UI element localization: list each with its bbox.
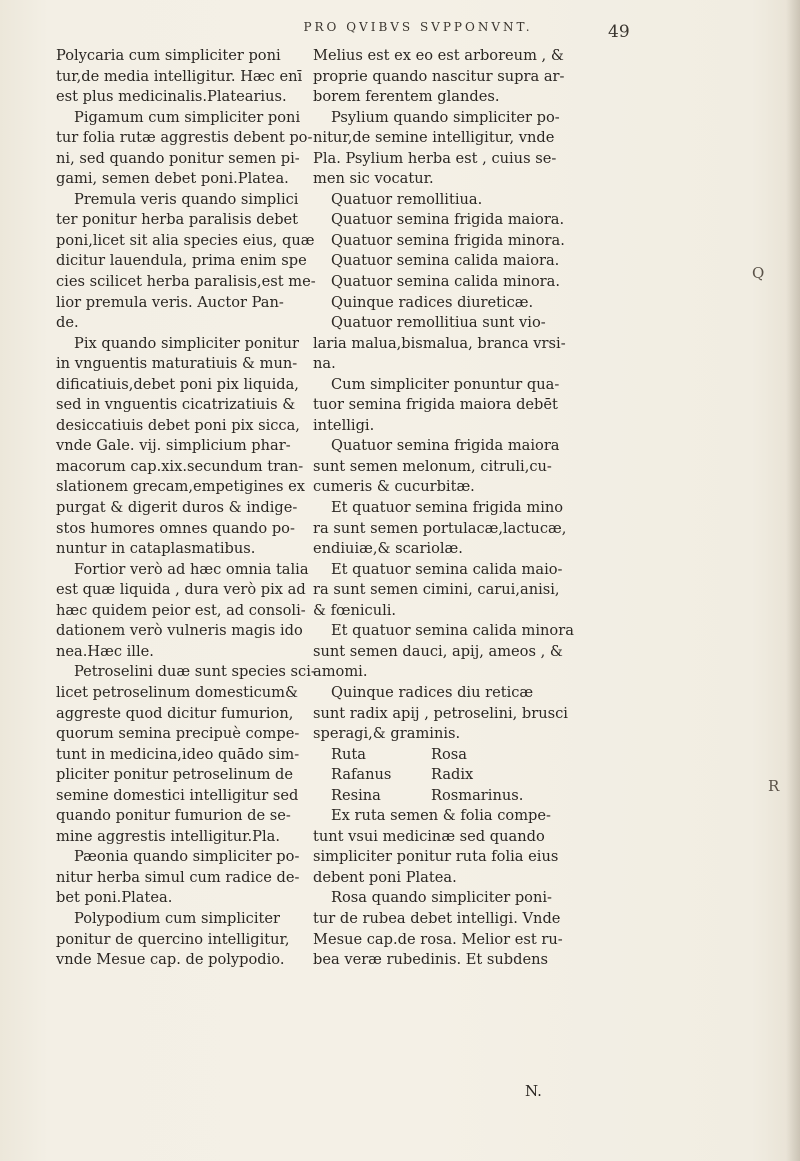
right-text-column <box>313 46 713 971</box>
text-line: amomi. <box>313 663 368 681</box>
text-line: ponitur de quercino intelligitur, <box>56 930 290 948</box>
herb-name: Rosa <box>431 745 467 763</box>
text-line: men sic vocatur. <box>313 170 434 188</box>
text-line: nuntur in cataplasmatibus. <box>56 540 256 558</box>
text-line: bea veræ rubedinis. Et subdens <box>313 951 548 969</box>
text-line: Quatuor semina frigida minora. <box>331 231 565 249</box>
text-line: & fœniculi. <box>313 601 397 619</box>
text-line: hæc quidem peior est, ad consoli- <box>56 601 306 619</box>
text-line: desiccatiuis debet poni pix sicca, <box>56 416 300 434</box>
text-line: Mesue cap.de rosa. Melior est ru- <box>313 930 563 948</box>
herb-list-row <box>313 765 713 786</box>
margin-letter-r: R <box>768 777 780 795</box>
text-line: tur,de media intelligitur. Hæc enī <box>56 67 303 85</box>
text-line: Rosa quando simpliciter poni- <box>331 889 552 907</box>
text-line: sunt semen dauci, apij, ameos , & <box>313 642 563 660</box>
text-line: dificatiuis,debet poni pix liquida, <box>56 375 299 393</box>
text-line: Pigamum cum simpliciter poni <box>74 108 301 126</box>
text-line: de. <box>56 314 79 332</box>
text-line: Quatuor remollitiua sunt vio- <box>331 314 546 332</box>
left-text-column <box>56 46 316 971</box>
text-line: sunt semen melonum, citruli,cu- <box>313 457 552 475</box>
text-line: slationem grecam,empetigines ex <box>56 478 306 496</box>
text-line: tur folia rutæ aggrestis debent po- <box>56 129 313 147</box>
text-line: tur de rubea debet intelligi. Vnde <box>313 909 561 927</box>
text-line: intelligi. <box>313 416 375 434</box>
text-line: tunt in medicina,ideo quādo sim- <box>56 745 300 763</box>
text-line: tuor semina frigida maiora debēt <box>313 396 558 414</box>
text-line: Quatuor semina frigida maiora. <box>331 211 565 229</box>
text-line: debent poni Platea. <box>313 868 457 886</box>
text-line: aggreste quod dicitur fumurion, <box>56 704 294 722</box>
text-line: Pla. Psylium herba est , cuius se- <box>313 149 557 167</box>
text-line: borem ferentem glandes. <box>313 88 500 106</box>
text-line: Quatuor semina frigida maiora <box>331 437 560 455</box>
text-line: laria malua,bismalua, branca vrsi- <box>313 334 566 352</box>
running-head: PRO QVIBVS SVPPONVNT. <box>303 20 533 34</box>
text-line: lior premula veris. Auctor Pan- <box>56 293 284 311</box>
text-line: vnde Gale. vij. simplicium phar- <box>56 437 291 455</box>
text-line: Pix quando simpliciter ponitur <box>74 334 300 352</box>
text-line: Quinque radices diu reticæ <box>331 683 534 701</box>
text-line: macorum cap.xix.secundum tran- <box>56 457 304 475</box>
page-number: 49 <box>608 22 630 42</box>
text-line: cies scilicet herba paralisis,est me- <box>56 273 316 291</box>
text-line: Quinque radices diureticæ. <box>331 293 534 311</box>
page-edge-shadow <box>786 0 800 1161</box>
text-line: quando ponitur fumurion de se- <box>56 807 291 825</box>
text-line: est plus medicinalis.Platearius. <box>56 88 287 106</box>
text-line: Et quatuor semina frigida mino <box>331 499 564 517</box>
text-line: speragi,& graminis. <box>313 725 461 743</box>
text-line: Cum simpliciter ponuntur qua- <box>331 375 560 393</box>
herb-name: Rafanus <box>331 766 392 784</box>
text-line: Quatuor semina calida maiora. <box>331 252 560 270</box>
text-line: tunt vsui medicinæ sed quando <box>313 827 545 845</box>
text-line: Fortior verò ad hæc omnia talia <box>74 560 309 578</box>
text-line: stos humores omnes quando po- <box>56 519 295 537</box>
text-line: vnde Mesue cap. de polypodio. <box>56 951 285 969</box>
text-line: Quatuor remollitiua. <box>331 190 483 208</box>
text-line: mine aggrestis intelligitur.Pla. <box>56 827 281 845</box>
text-line: nea.Hæc ille. <box>56 642 154 660</box>
catchword: N. <box>525 1082 542 1100</box>
text-line: Ex ruta semen & folia compe- <box>331 807 551 825</box>
text-line: nitur,de semine intelligitur, vnde <box>313 129 555 147</box>
text-line: Et quatuor semina calida maio- <box>331 560 563 578</box>
herb-name: Rosmarinus. <box>431 786 524 804</box>
text-line: ra sunt semen portulacæ,lactucæ, <box>313 519 567 537</box>
herb-list-row <box>313 786 713 807</box>
text-line: bet poni.Platea. <box>56 889 173 907</box>
text-line: in vnguentis maturatiuis & mun- <box>56 355 298 373</box>
text-line: semine domestici intelligitur sed <box>56 786 299 804</box>
text-line: est quæ liquida , dura verò pix ad <box>56 581 306 599</box>
text-line: cumeris & cucurbitæ. <box>313 478 475 496</box>
text-line: sed in vnguentis cicatrizatiuis & <box>56 396 296 414</box>
text-line: dicitur lauendula, prima enim spe <box>56 252 307 270</box>
text-line: Petroselini duæ sunt species sci- <box>74 663 316 681</box>
text-line: licet petroselinum domesticum& <box>56 683 299 701</box>
text-line: Et quatuor semina calida minora <box>331 622 574 640</box>
margin-letter-q: Q <box>752 264 765 282</box>
herb-list-row <box>313 745 713 766</box>
text-line: Premula veris quando simplici <box>74 190 299 208</box>
text-line: Pæonia quando simpliciter po- <box>74 848 300 866</box>
text-line: ni, sed quando ponitur semen pi- <box>56 149 300 167</box>
text-line: simpliciter ponitur ruta folia eius <box>313 848 559 866</box>
text-line: Psylium quando simpliciter po- <box>331 108 560 126</box>
text-line: na. <box>313 355 336 373</box>
text-line: Polycaria cum simpliciter poni <box>56 47 281 64</box>
herb-name: Radix <box>431 766 474 784</box>
text-line: Polypodium cum simpliciter <box>74 909 280 927</box>
text-line: quorum semina precipuè compe- <box>56 725 300 743</box>
text-line: pliciter ponitur petroselinum de <box>56 766 294 784</box>
text-line: Melius est ex eo est arboreum , & <box>313 47 564 64</box>
text-line: gami, semen debet poni.Platea. <box>56 170 289 188</box>
herb-name: Ruta <box>331 745 366 763</box>
text-line: purgat & digerit duros & indige- <box>56 499 298 517</box>
text-line: nitur herba simul cum radice de- <box>56 868 300 886</box>
text-line: proprie quando nascitur supra ar- <box>313 67 565 85</box>
text-line: ter ponitur herba paralisis debet <box>56 211 299 229</box>
text-line: endiuiæ,& scariolæ. <box>313 540 463 558</box>
text-line: dationem verò vulneris magis ido <box>56 622 303 640</box>
text-line: Quatuor semina calida minora. <box>331 273 560 291</box>
herb-name: Resina <box>331 786 381 804</box>
text-line: ra sunt semen cimini, carui,anisi, <box>313 581 560 599</box>
text-line: poni,licet sit alia species eius, quæ <box>56 231 315 249</box>
text-line: sunt radix apij , petroselini, brusci <box>313 704 568 722</box>
